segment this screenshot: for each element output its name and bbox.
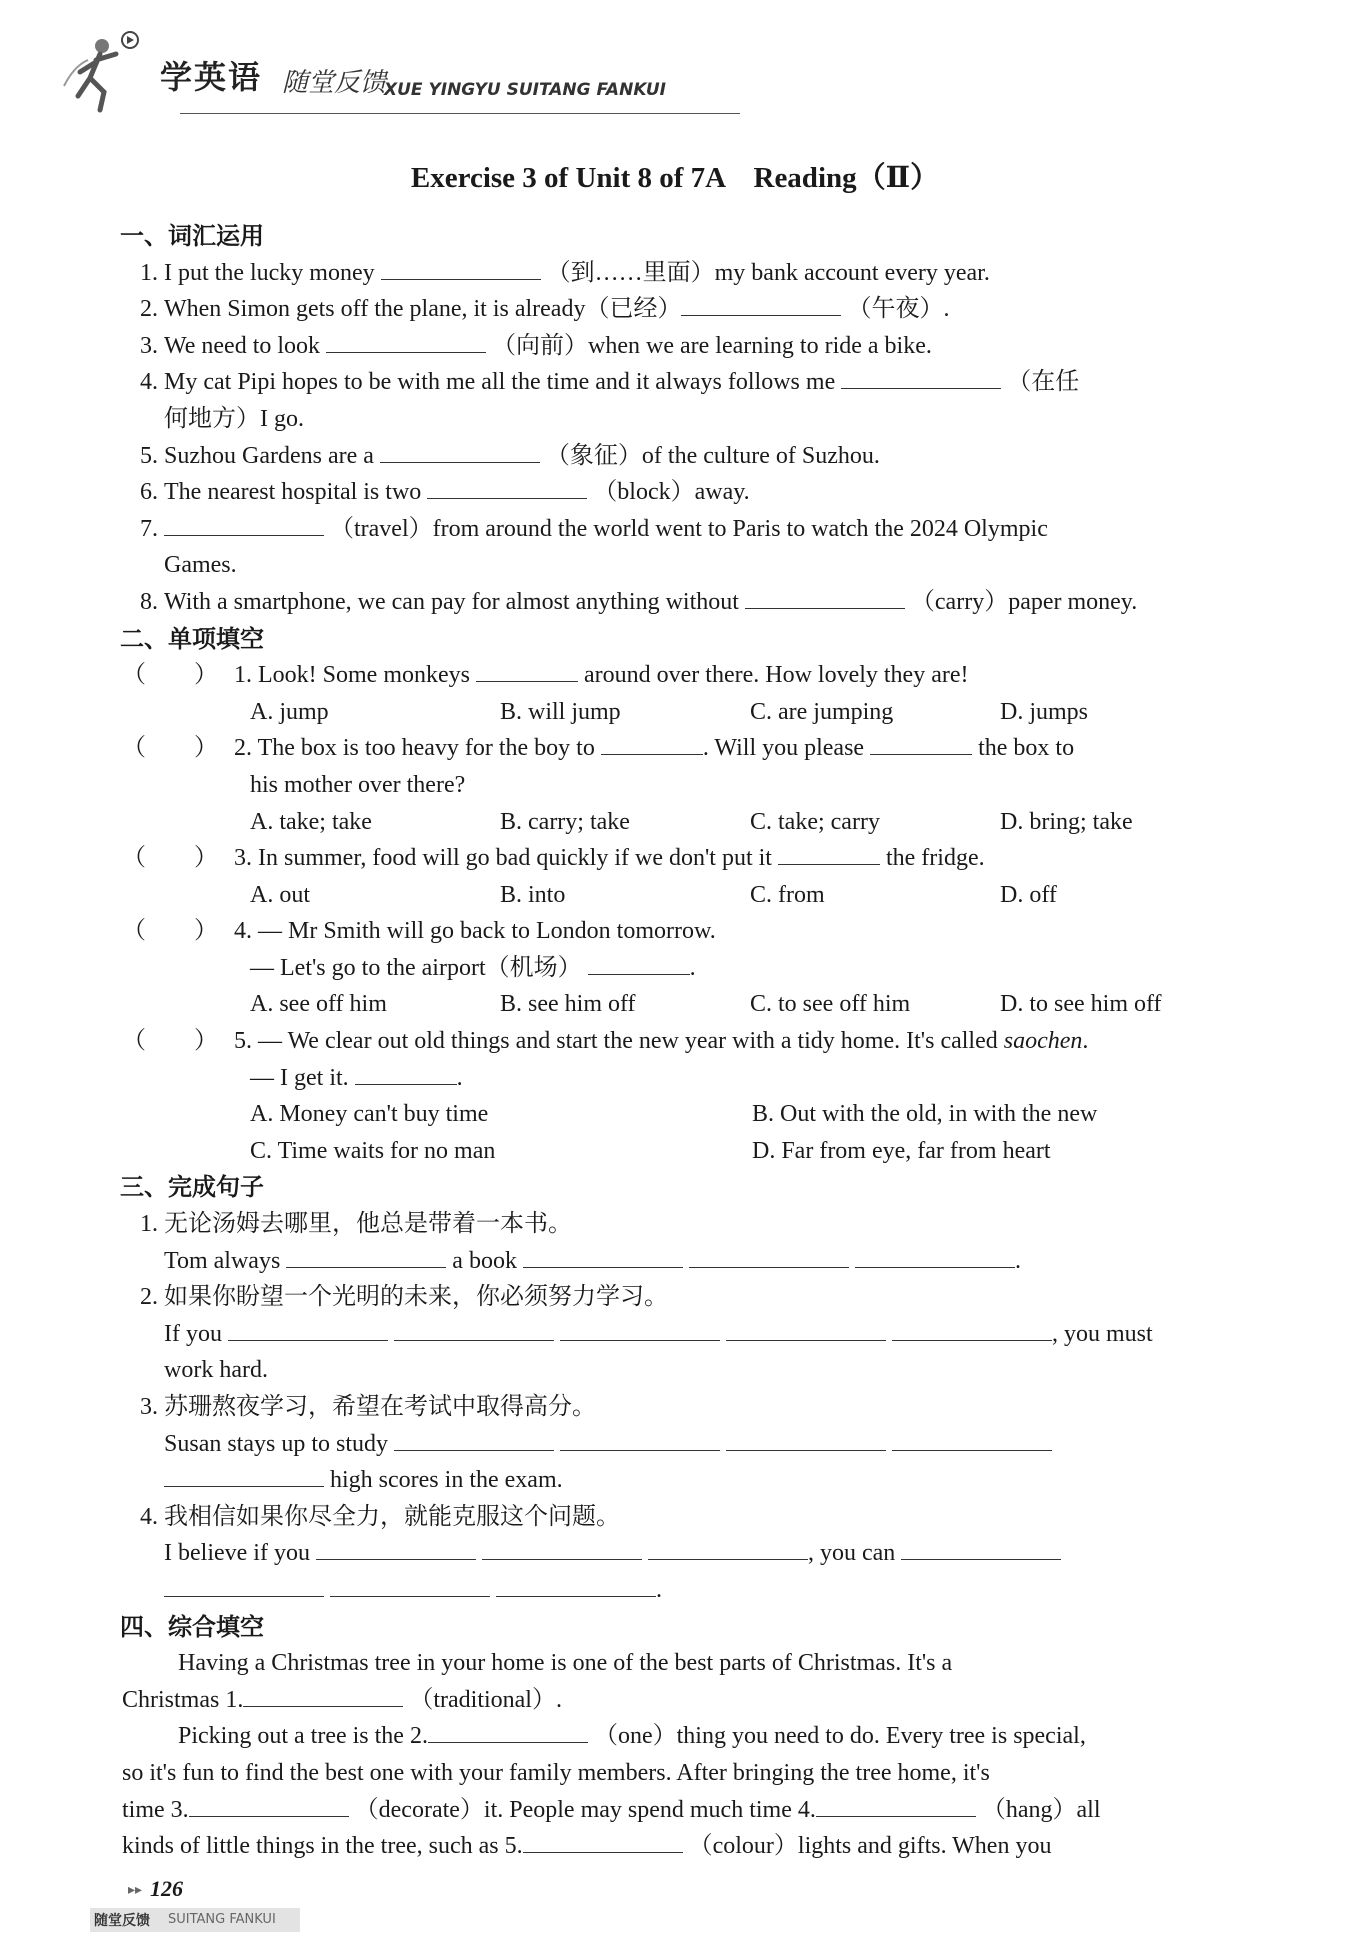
option-b[interactable]: B. see him off — [500, 991, 636, 1018]
answer-blank[interactable] — [394, 1318, 554, 1341]
header-subtitle-cn: 随堂反馈 — [282, 68, 387, 98]
chinese-sentence: 如果你盼望一个光明的未来，你必须努力学习。 — [164, 1284, 668, 1311]
item-text: My cat Pipi hopes to be with me all the time and it always follows me — [164, 369, 836, 396]
vocab-item — [122, 328, 1272, 365]
answer-blank[interactable] — [330, 1574, 490, 1597]
item-number: 2. — [140, 296, 158, 323]
item-number: 6. — [140, 479, 158, 506]
item-number: 4. — [140, 1503, 158, 1530]
passage-text: （colour）lights and gifts. When you — [688, 1833, 1052, 1860]
question-text: — Mr Smith will go back to London tomorrow. — [258, 918, 716, 945]
vocab-item — [122, 438, 1272, 475]
passage-text: （one）thing you need to do. Every tree is special, — [593, 1723, 1086, 1750]
answer-blank[interactable] — [427, 476, 587, 499]
option-b[interactable]: B. into — [500, 881, 566, 908]
answer-blank[interactable] — [164, 1574, 324, 1597]
sentence-item: 1. 无论汤姆去哪里，他总是带着一本书。 Tom always a book . — [122, 1206, 1272, 1279]
option-a[interactable]: A. Money can't buy time — [250, 1101, 489, 1128]
answer-blank[interactable] — [870, 732, 972, 755]
sentence-text: work hard. — [164, 1357, 268, 1384]
question-text: The box is too heavy for the boy to — [257, 735, 595, 762]
page-header — [60, 18, 700, 118]
answer-blank[interactable] — [778, 842, 880, 865]
answer-bracket[interactable]: （ ） — [122, 845, 218, 872]
page-footer-label — [90, 1908, 300, 1932]
vocab-item — [122, 291, 1272, 328]
sentence-text: Tom always — [164, 1247, 281, 1274]
item-number: 3. — [234, 845, 252, 872]
page-arrows-icon: ▸▸ — [128, 1883, 143, 1898]
vocab-item — [122, 511, 1272, 584]
item-number: 1. — [140, 259, 158, 286]
answer-blank[interactable] — [523, 1830, 683, 1853]
item-number: 1. — [140, 1211, 158, 1238]
passage-text: （hang）all — [981, 1796, 1101, 1823]
answer-blank[interactable] — [476, 659, 578, 682]
answer-bracket[interactable]: （ ） — [122, 918, 218, 945]
question-text: the box to — [978, 735, 1075, 762]
item-text: 何地方）I go. — [164, 405, 304, 432]
mc-question — [122, 840, 1272, 877]
question-text: . — [1082, 1028, 1089, 1055]
section-heading-mc: 二、单项填空 — [120, 624, 264, 653]
sentence-text: a book — [452, 1247, 517, 1274]
cloze-passage — [122, 1645, 1272, 1865]
mc-options — [122, 694, 1272, 731]
sentence-text: , you can — [807, 1540, 896, 1567]
header-divider — [180, 113, 740, 114]
sentence-item: 4. 我相信如果你尽全力，就能克服这个问题。 I believe if you , you can . — [122, 1499, 1272, 1609]
sentence-text: Susan stays up to study — [164, 1430, 389, 1457]
question-text: around over there. How lovely they are! — [583, 662, 969, 689]
answer-bracket[interactable]: （ ） — [122, 1028, 218, 1055]
vocab-item — [122, 255, 1272, 292]
item-number: 4. — [234, 918, 252, 945]
item-text: （午夜）. — [847, 296, 950, 323]
question-text: . — [689, 954, 696, 981]
vocab-item — [122, 474, 1272, 511]
mc-question — [122, 730, 1272, 767]
section-heading-vocab: 一、词汇运用 — [120, 222, 264, 250]
item-text: （在任 — [1007, 369, 1080, 396]
item-number: 8. — [140, 588, 158, 615]
mc-options — [122, 1133, 1272, 1170]
answer-bracket[interactable]: （ ） — [122, 662, 218, 689]
worksheet-content — [122, 218, 1272, 1865]
option-a[interactable]: A. out — [250, 881, 310, 908]
answer-blank[interactable] — [482, 1537, 642, 1560]
sentence-text: If you — [164, 1320, 222, 1347]
vocab-item — [122, 584, 1272, 621]
student-runner-icon — [60, 26, 150, 114]
footer-label-cn: 随堂反馈 — [94, 1913, 150, 1929]
sentence-text: I believe if you — [164, 1540, 310, 1567]
mc-options — [122, 804, 1272, 841]
answer-blank[interactable] — [726, 1318, 886, 1341]
item-text: （carry）paper money. — [910, 588, 1138, 615]
question-text: saochen — [1003, 1028, 1083, 1055]
passage-text: （traditional）. — [409, 1686, 562, 1713]
passage-line: Having a Christmas tree in your home is one of the best parts of Christmas. It's a — [178, 1650, 953, 1677]
sentence-text: high scores in the exam. — [330, 1467, 563, 1494]
answer-blank[interactable] — [892, 1318, 1052, 1341]
answer-blank[interactable] — [648, 1537, 808, 1560]
page-title: Exercise 3 of Unit 8 of 7A Reading（Ⅱ） — [410, 162, 940, 194]
chinese-sentence: 无论汤姆去哪里，他总是带着一本书。 — [164, 1211, 572, 1238]
option-b[interactable]: B. Out with the old, in with the new — [752, 1101, 1098, 1128]
option-c[interactable]: C. take; carry — [750, 808, 880, 835]
answer-blank[interactable] — [855, 1245, 1015, 1268]
item-text: With a smartphone, we can pay for almost anything without — [164, 588, 739, 615]
section-heading-cloze: 四、综合填空 — [120, 1612, 264, 1641]
question-text: Look! Some monkeys — [258, 662, 470, 689]
passage-text: （decorate）it. People may spend much time 4. — [354, 1796, 816, 1823]
answer-blank[interactable] — [428, 1720, 588, 1743]
answer-bracket[interactable]: （ ） — [122, 735, 218, 762]
item-number: 4. — [140, 369, 158, 396]
passage-text: time 3. — [122, 1796, 189, 1823]
item-text: The nearest hospital is two — [164, 479, 422, 506]
answer-blank[interactable] — [380, 440, 540, 463]
item-number: 7. — [140, 515, 158, 542]
question-text: his mother over there? — [250, 771, 466, 798]
mc-options — [122, 986, 1272, 1023]
header-title-cn: 学英语 — [160, 58, 263, 96]
option-a[interactable]: A. see off him — [250, 991, 387, 1018]
answer-blank[interactable] — [681, 293, 841, 316]
passage-line: so it's fun to find the best one with your family members. After bringing the tree home, it's — [122, 1759, 990, 1786]
question-text: — I get it. — [250, 1064, 349, 1091]
answer-blank[interactable] — [189, 1794, 349, 1817]
option-c[interactable]: C. are jumping — [750, 698, 894, 725]
option-b[interactable]: B. will jump — [500, 698, 621, 725]
item-text: （travel）from around the world went to Paris to watch the 2024 Olympic — [330, 515, 1048, 542]
sentence-text: , you must — [1051, 1320, 1153, 1347]
option-d[interactable]: D. to see him off — [1000, 991, 1162, 1018]
header-title-en: XUE YINGYU SUITANG FANKUI — [384, 80, 667, 100]
item-number: 2. — [140, 1284, 158, 1311]
answer-blank[interactable] — [164, 513, 324, 536]
answer-blank[interactable] — [745, 586, 905, 609]
answer-blank[interactable] — [523, 1245, 683, 1268]
option-d[interactable]: D. jumps — [1000, 698, 1089, 725]
footer-label-en: SUITANG FANKUI — [168, 1912, 276, 1927]
answer-blank[interactable] — [601, 732, 703, 755]
item-text: （block）away. — [593, 479, 750, 506]
option-d[interactable]: D. bring; take — [1000, 808, 1133, 835]
item-text: We need to look — [164, 332, 321, 359]
chinese-sentence: 苏珊熬夜学习，希望在考试中取得高分。 — [164, 1394, 596, 1420]
page-number: 126 — [150, 1876, 183, 1901]
sentence-item — [122, 1279, 1272, 1389]
option-b[interactable]: B. carry; take — [500, 808, 630, 835]
item-text: I put the lucky money — [164, 259, 375, 286]
answer-blank[interactable] — [689, 1245, 849, 1268]
passage-text: Christmas 1. — [122, 1686, 244, 1713]
item-text: （向前）when we are learning to ride a bike. — [492, 332, 932, 359]
option-d[interactable]: D. off — [1000, 881, 1057, 908]
section-heading-sentences: 三、完成句子 — [120, 1173, 264, 1202]
answer-blank[interactable] — [286, 1245, 446, 1268]
question-text: In summer, food will go bad quickly if we don't put it — [258, 845, 772, 872]
answer-blank[interactable] — [496, 1574, 656, 1597]
mc-question — [122, 1023, 1272, 1060]
item-number: 5. — [234, 1028, 252, 1055]
option-c[interactable]: C. from — [750, 881, 825, 908]
question-text: . Will you please — [702, 735, 865, 762]
item-text: Games. — [164, 552, 237, 579]
passage-text: kinds of little things in the tree, such as 5. — [122, 1833, 523, 1860]
mc-question-line2 — [122, 1060, 1272, 1097]
item-number: 3. — [140, 332, 158, 359]
mc-question — [122, 913, 1272, 950]
mc-question — [122, 657, 1272, 694]
answer-blank[interactable] — [355, 1062, 457, 1085]
answer-blank[interactable] — [326, 330, 486, 353]
question-text: — Let's go to the airport（机场） — [250, 954, 582, 981]
question-text: . — [456, 1064, 463, 1091]
chinese-sentence: 我相信如果你尽全力，就能克服这个问题。 — [164, 1503, 620, 1530]
item-text: （象征）of the culture of Suzhou. — [545, 442, 880, 469]
vocab-item — [122, 364, 1272, 437]
question-text: — We clear out old things and start the new year with a tidy home. It's called — [258, 1028, 998, 1055]
question-text: the fridge. — [885, 845, 985, 872]
option-c[interactable]: C. to see off him — [750, 991, 911, 1018]
answer-blank[interactable] — [892, 1428, 1052, 1451]
answer-blank[interactable] — [560, 1318, 720, 1341]
answer-blank[interactable] — [164, 1464, 324, 1487]
answer-blank[interactable] — [243, 1684, 403, 1707]
option-a[interactable]: A. jump — [250, 698, 329, 725]
mc-options — [122, 1096, 1272, 1133]
answer-blank[interactable] — [726, 1428, 886, 1451]
answer-blank[interactable] — [394, 1428, 554, 1451]
item-text: （到……里面）my bank account every year. — [546, 259, 990, 286]
option-d[interactable]: D. Far from eye, far from heart — [752, 1137, 1051, 1164]
answer-blank[interactable] — [228, 1318, 388, 1341]
answer-blank[interactable] — [841, 366, 1001, 389]
answer-blank[interactable] — [588, 952, 690, 975]
mc-options — [122, 877, 1272, 914]
answer-blank[interactable] — [901, 1537, 1061, 1560]
answer-blank[interactable] — [381, 257, 541, 280]
sentence-item — [122, 1389, 1272, 1499]
option-a[interactable]: A. take; take — [250, 808, 372, 835]
item-number: 3. — [140, 1394, 158, 1420]
passage-text: Picking out a tree is the 2. — [178, 1723, 428, 1750]
answer-blank[interactable] — [816, 1794, 976, 1817]
mc-question-line2 — [122, 950, 1272, 987]
answer-blank[interactable] — [316, 1537, 476, 1560]
item-text: When Simon gets off the plane, it is already（已经） — [164, 296, 682, 323]
answer-blank[interactable] — [560, 1428, 720, 1451]
item-text: Suzhou Gardens are a — [164, 442, 374, 469]
item-number: 2. — [234, 735, 252, 762]
item-number: 5. — [140, 442, 158, 469]
option-c[interactable]: C. Time waits for no man — [250, 1137, 496, 1164]
item-number: 1. — [234, 662, 252, 689]
